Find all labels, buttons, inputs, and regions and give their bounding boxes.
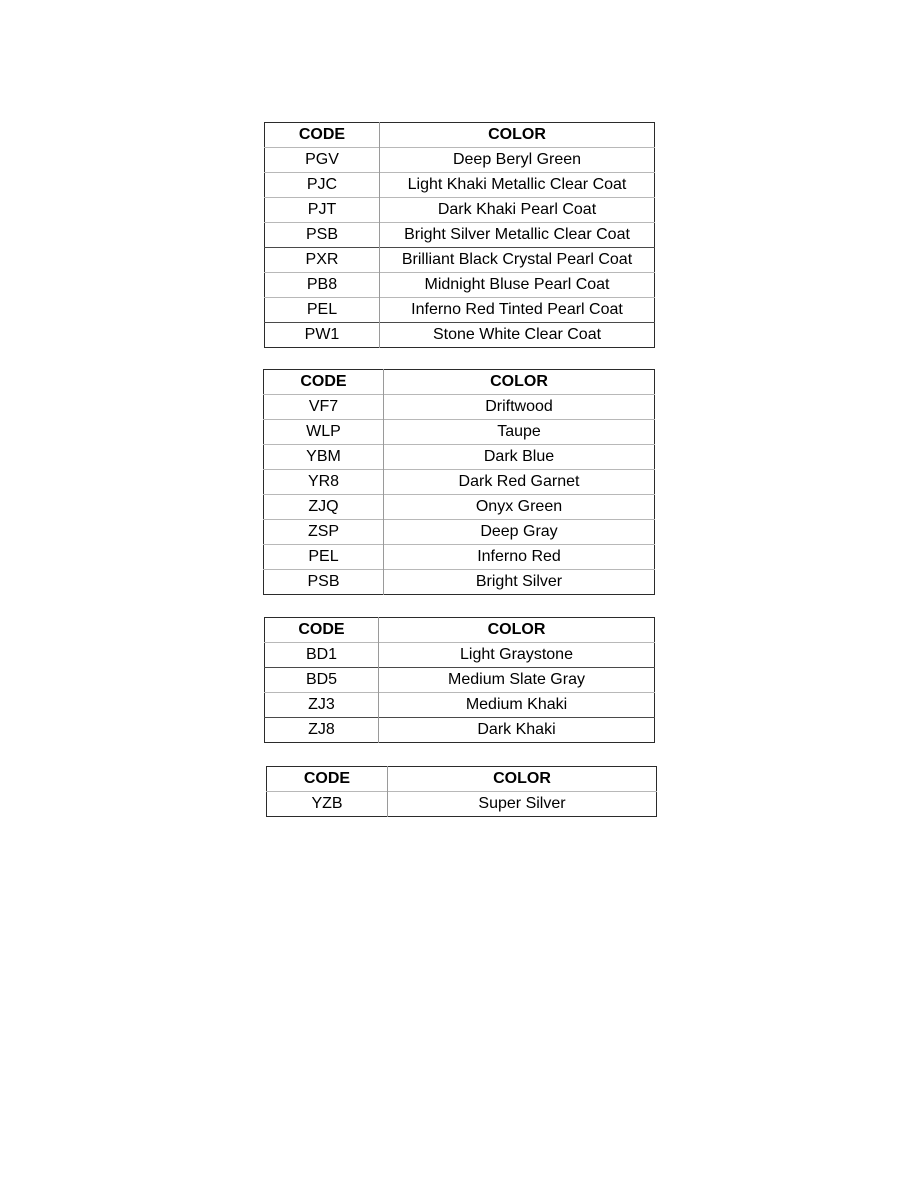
code-cell: BD5 <box>265 668 379 693</box>
code-cell: PB8 <box>265 273 380 298</box>
table-row <box>264 545 655 570</box>
code-cell: PJT <box>265 198 380 223</box>
table-header-row <box>265 123 655 148</box>
table-header-row <box>265 618 655 643</box>
color-cell: Brilliant Black Crystal Pearl Coat <box>380 248 655 273</box>
code-cell: PJC <box>265 173 380 198</box>
code-cell: YBM <box>264 445 384 470</box>
color-cell: Super Silver <box>388 792 657 817</box>
table-row <box>264 395 655 420</box>
code-column-header: CODE <box>265 123 380 148</box>
color-cell: Bright Silver <box>384 570 655 595</box>
code-cell: YZB <box>267 792 388 817</box>
table-row <box>264 495 655 520</box>
code-cell: ZJQ <box>264 495 384 520</box>
code-cell: PGV <box>265 148 380 173</box>
table-row <box>267 792 657 817</box>
paint-code-table-1 <box>264 122 655 348</box>
color-cell: Medium Khaki <box>379 693 655 718</box>
color-column-header: COLOR <box>490 373 548 390</box>
color-cell: Dark Red Garnet <box>384 470 655 495</box>
table-row <box>264 520 655 545</box>
color-cell: Dark Blue <box>384 445 655 470</box>
table-row <box>264 445 655 470</box>
table-row <box>265 693 655 718</box>
code-cell: PSB <box>265 223 380 248</box>
code-column-header: CODE <box>264 370 384 395</box>
table-row <box>265 273 655 298</box>
color-column-header: COLOR <box>488 126 546 143</box>
code-cell: ZJ8 <box>265 718 379 743</box>
color-cell: Light Khaki Metallic Clear Coat <box>380 173 655 198</box>
color-cell: Light Graystone <box>379 643 655 668</box>
color-cell: Taupe <box>384 420 655 445</box>
paint-code-table-3 <box>264 617 655 743</box>
table-header-row <box>267 767 657 792</box>
table-row <box>264 470 655 495</box>
paint-code-table-4 <box>266 766 657 817</box>
code-cell: YR8 <box>264 470 384 495</box>
color-cell: Inferno Red <box>384 545 655 570</box>
color-cell: Dark Khaki Pearl Coat <box>380 198 655 223</box>
table-row <box>265 643 655 668</box>
table-row <box>265 198 655 223</box>
table-row <box>265 718 655 743</box>
color-cell: Midnight Bluse Pearl Coat <box>380 273 655 298</box>
color-cell: Driftwood <box>384 395 655 420</box>
table-row <box>265 298 655 323</box>
table-row <box>265 248 655 273</box>
table-row <box>265 323 655 348</box>
code-cell: PEL <box>265 298 380 323</box>
color-cell: Deep Gray <box>384 520 655 545</box>
table-row <box>265 668 655 693</box>
table-row <box>265 223 655 248</box>
table-row <box>264 420 655 445</box>
code-cell: PXR <box>265 248 380 273</box>
color-cell: Onyx Green <box>384 495 655 520</box>
code-cell: BD1 <box>265 643 379 668</box>
color-column-header: COLOR <box>487 621 546 638</box>
color-cell: Deep Beryl Green <box>380 148 655 173</box>
color-column-header: COLOR <box>493 770 551 787</box>
color-cell: Dark Khaki <box>379 718 655 743</box>
code-column-header: CODE <box>265 618 379 643</box>
code-cell: PEL <box>264 545 384 570</box>
code-cell: VF7 <box>264 395 384 420</box>
code-cell: PW1 <box>265 323 380 348</box>
code-column-header: CODE <box>267 767 388 792</box>
code-cell: ZJ3 <box>265 693 379 718</box>
color-cell: Inferno Red Tinted Pearl Coat <box>380 298 655 323</box>
color-cell: Medium Slate Gray <box>379 668 655 693</box>
code-cell: WLP <box>264 420 384 445</box>
table-header-row <box>264 370 655 395</box>
table-row <box>265 173 655 198</box>
color-cell: Bright Silver Metallic Clear Coat <box>380 223 655 248</box>
color-cell: Stone White Clear Coat <box>380 323 655 348</box>
code-cell: ZSP <box>264 520 384 545</box>
table-row <box>265 148 655 173</box>
code-cell: PSB <box>264 570 384 595</box>
table-row <box>264 570 655 595</box>
paint-code-table-2 <box>263 369 655 595</box>
